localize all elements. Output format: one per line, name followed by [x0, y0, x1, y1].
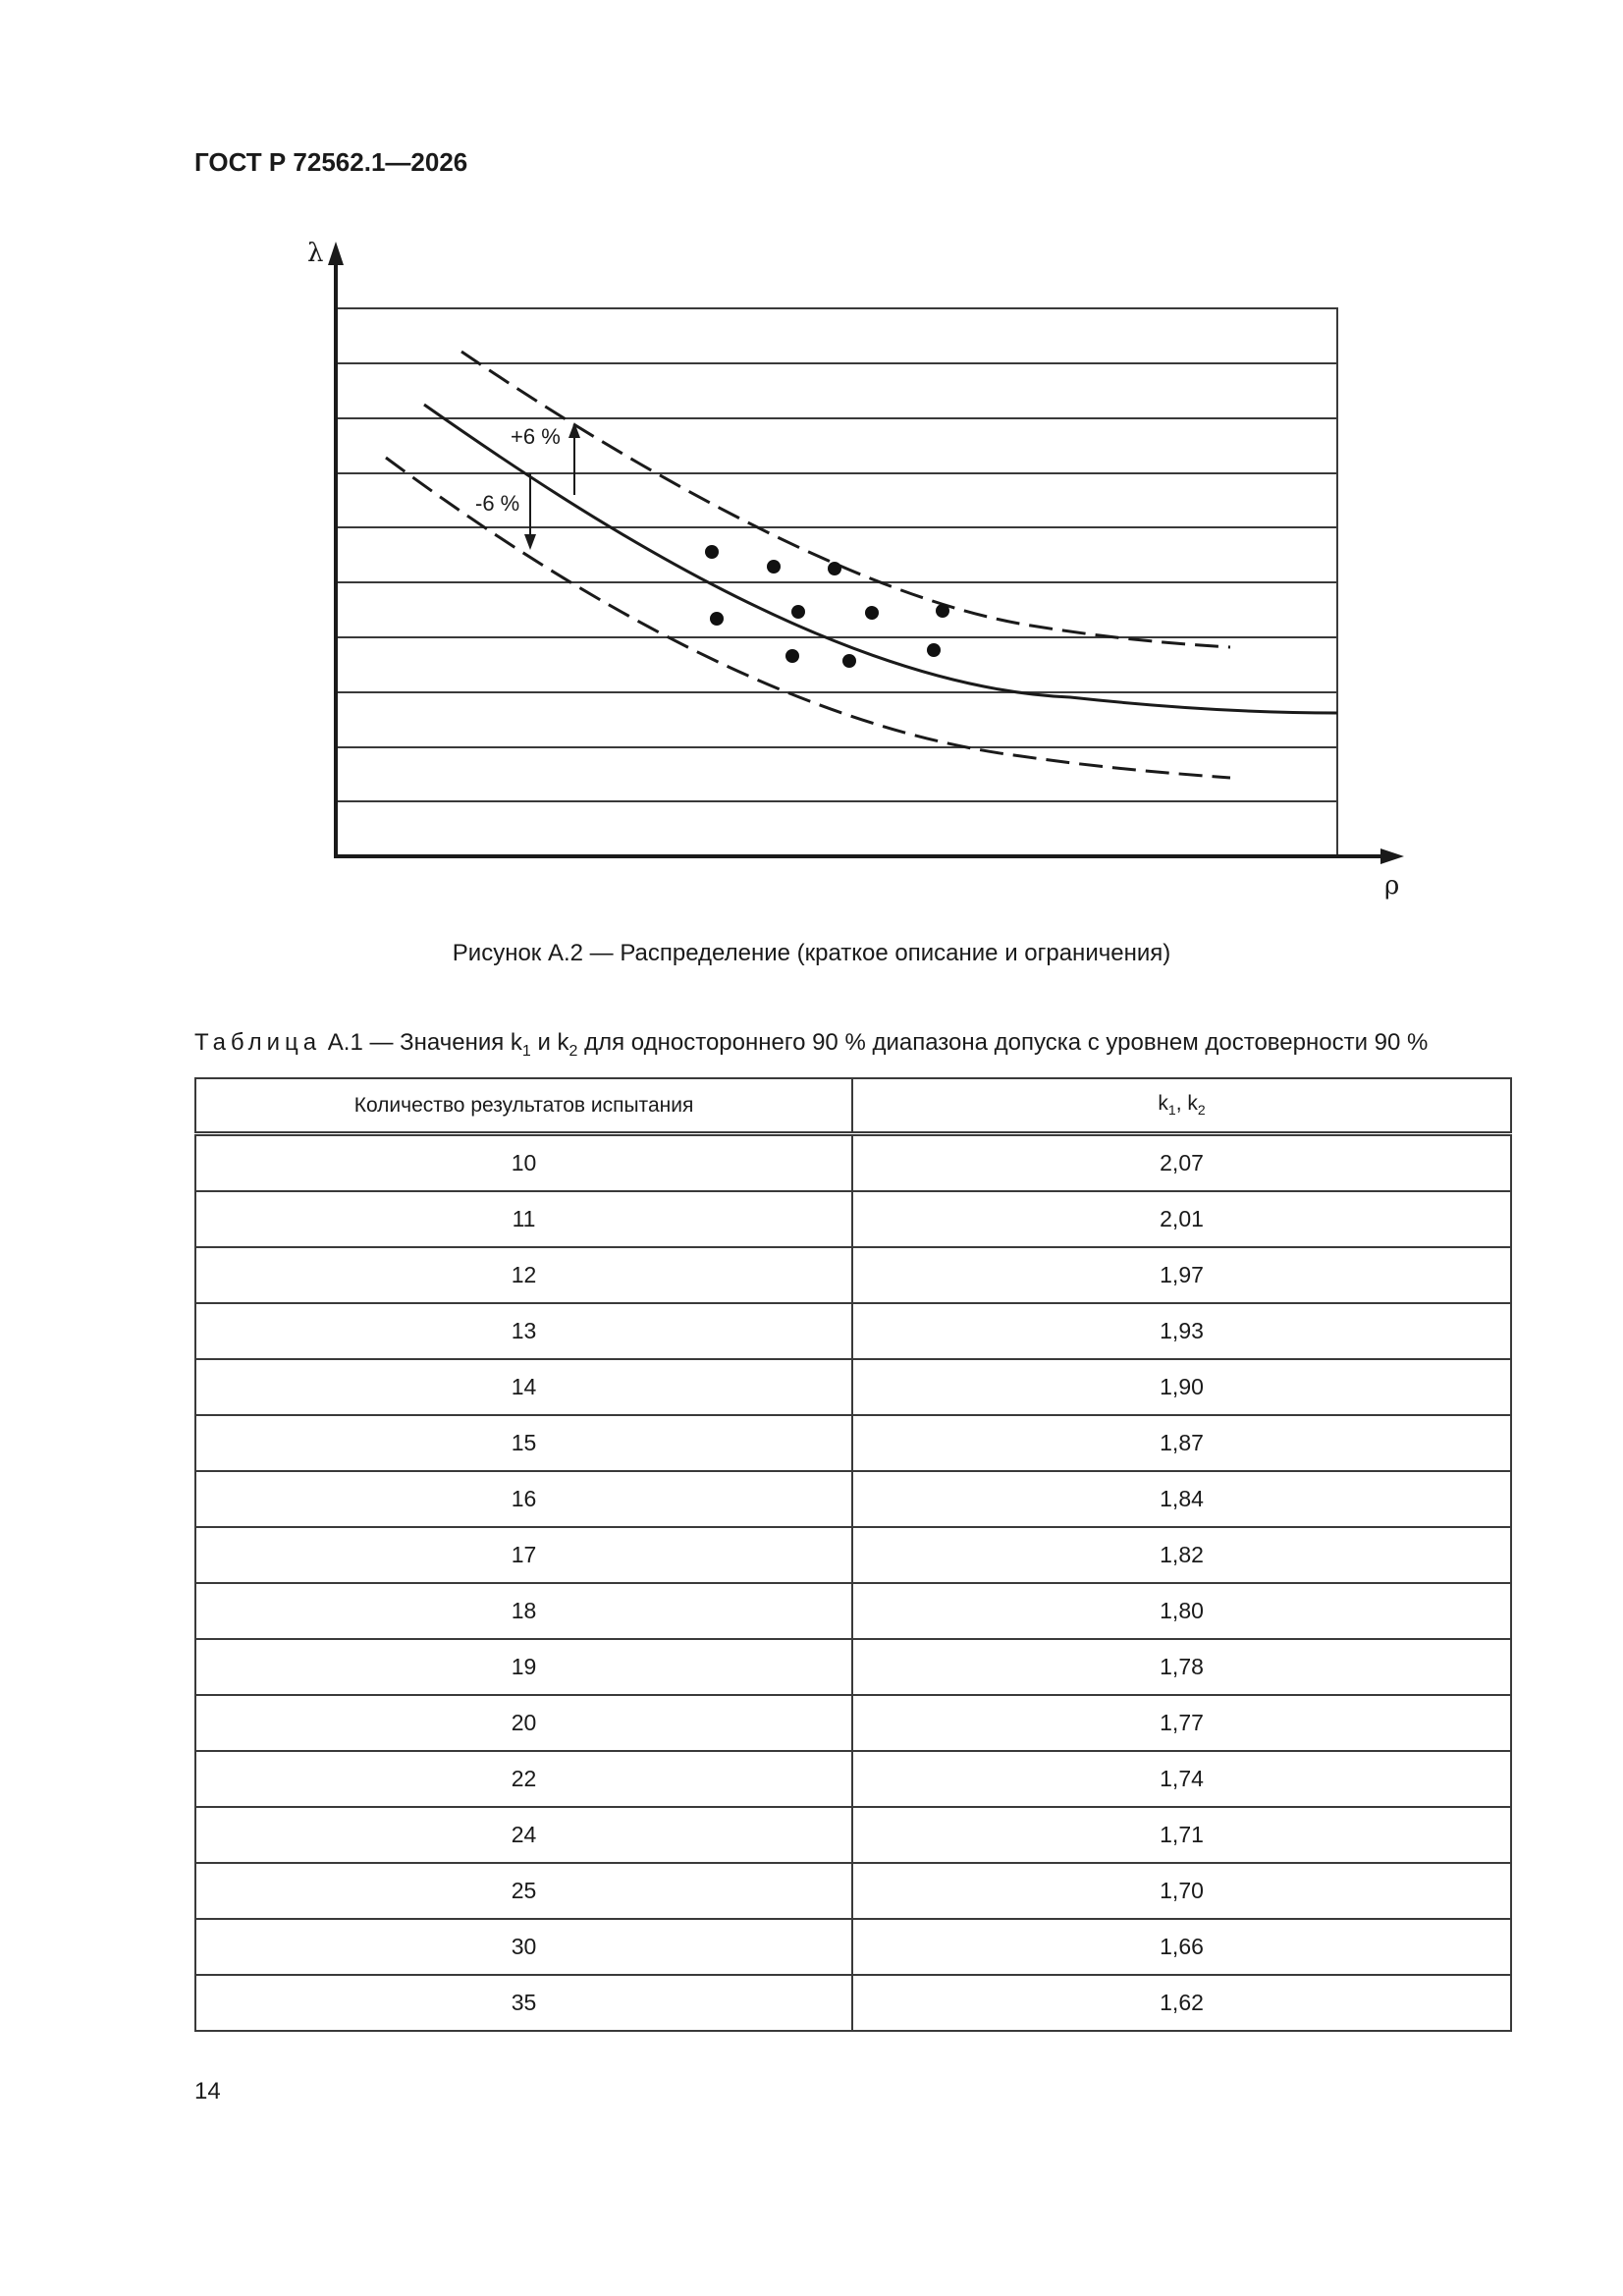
data-point [936, 604, 949, 618]
x-axis [334, 848, 1404, 864]
table-row [195, 1134, 1511, 1192]
table-row [195, 1975, 1511, 2031]
table-row [195, 1303, 1511, 1359]
k-value-cell: 1,97 [852, 1247, 1511, 1303]
k-value-cell: 1,84 [852, 1471, 1511, 1527]
test-count-cell: 17 [195, 1527, 852, 1583]
k-value-cell: 2,01 [852, 1191, 1511, 1247]
table-row [195, 1695, 1511, 1751]
data-point [767, 560, 781, 574]
k-header-sub1: 1 [1167, 1102, 1176, 1119]
x-axis-symbol: ρ [1384, 871, 1400, 901]
table-title-sub2: 2 [568, 1042, 578, 1060]
k-value-cell: 2,07 [852, 1134, 1511, 1192]
table-row [195, 1527, 1511, 1583]
test-count-cell: 24 [195, 1807, 852, 1863]
test-count-cell: 16 [195, 1471, 852, 1527]
k-value-cell: 1,77 [852, 1695, 1511, 1751]
k-value-cell: 1,82 [852, 1527, 1511, 1583]
table-row [195, 1191, 1511, 1247]
data-point [842, 654, 856, 668]
table-row [195, 1247, 1511, 1303]
table-title-part2: и k [530, 1029, 569, 1056]
upper-deviation-arrow [568, 422, 580, 495]
table-header-row [195, 1078, 1511, 1134]
k-value-cell: 1,78 [852, 1639, 1511, 1695]
table-title-part3: для одностороннего 90 % диапазона допуска с уровнем достоверности 90 % [577, 1029, 1429, 1056]
table-row [195, 1751, 1511, 1807]
table-row [195, 1863, 1511, 1919]
central-curve [424, 405, 1337, 713]
table-row [195, 1807, 1511, 1863]
y-axis-symbol: λ [307, 239, 324, 268]
table-title-sub1: 1 [521, 1042, 531, 1060]
test-count-cell: 13 [195, 1303, 852, 1359]
k-value-cell: 1,70 [852, 1863, 1511, 1919]
k-header-a: k [1158, 1092, 1168, 1116]
data-point [791, 605, 805, 619]
table-row [195, 1639, 1511, 1695]
table-row [195, 1919, 1511, 1975]
test-count-cell: 12 [195, 1247, 852, 1303]
test-count-cell: 10 [195, 1134, 852, 1192]
data-point [710, 612, 724, 626]
data-point [828, 562, 841, 575]
test-count-cell: 22 [195, 1751, 852, 1807]
table-title-part1: А.1 — Значения k [327, 1029, 522, 1056]
table-row [195, 1583, 1511, 1639]
k-value-cell: 1,74 [852, 1751, 1511, 1807]
table-row [195, 1359, 1511, 1415]
test-count-cell: 15 [195, 1415, 852, 1471]
data-point [865, 606, 879, 620]
k-value-cell: 1,87 [852, 1415, 1511, 1471]
k-value-cell: 1,90 [852, 1359, 1511, 1415]
k-value-cell: 1,66 [852, 1919, 1511, 1975]
k-header-sub2: 2 [1197, 1102, 1206, 1119]
test-count-cell: 35 [195, 1975, 852, 2031]
k-value-cell: 1,62 [852, 1975, 1511, 2031]
column-header-k-values [852, 1078, 1511, 1134]
lower-deviation-label: -6 % [475, 491, 520, 516]
grid-lines [336, 363, 1337, 801]
k-value-cell: 1,80 [852, 1583, 1511, 1639]
page-number: 14 [194, 2078, 221, 2105]
distribution-figure [0, 0, 1623, 933]
k-value-cell: 1,93 [852, 1303, 1511, 1359]
test-count-cell: 14 [195, 1359, 852, 1415]
table-title [194, 1029, 1428, 1061]
test-count-cell: 20 [195, 1695, 852, 1751]
data-points [705, 545, 949, 668]
upper-boundary-curve [461, 352, 1230, 647]
table-row [195, 1471, 1511, 1527]
document-code: ГОСТ Р 72562.1—2026 [194, 147, 468, 177]
lower-deviation-arrow [524, 473, 536, 550]
upper-deviation-label: +6 % [511, 424, 561, 449]
column-header-test-count: Количество результатов испытания [195, 1078, 852, 1134]
figure-caption: Рисунок А.2 — Распределение (краткое описание и ограничения) [452, 940, 1171, 966]
test-count-cell: 25 [195, 1863, 852, 1919]
k-header-b: , k [1175, 1092, 1198, 1116]
data-point [927, 643, 941, 657]
y-axis [328, 242, 344, 858]
table-row [195, 1415, 1511, 1471]
test-count-cell: 11 [195, 1191, 852, 1247]
test-count-cell: 30 [195, 1919, 852, 1975]
k-value-cell: 1,71 [852, 1807, 1511, 1863]
k-values-table [194, 1077, 1512, 2032]
test-count-cell: 18 [195, 1583, 852, 1639]
test-count-cell: 19 [195, 1639, 852, 1695]
data-point [785, 649, 799, 663]
data-point [705, 545, 719, 559]
table-title-prefix: Таблица [194, 1029, 322, 1056]
